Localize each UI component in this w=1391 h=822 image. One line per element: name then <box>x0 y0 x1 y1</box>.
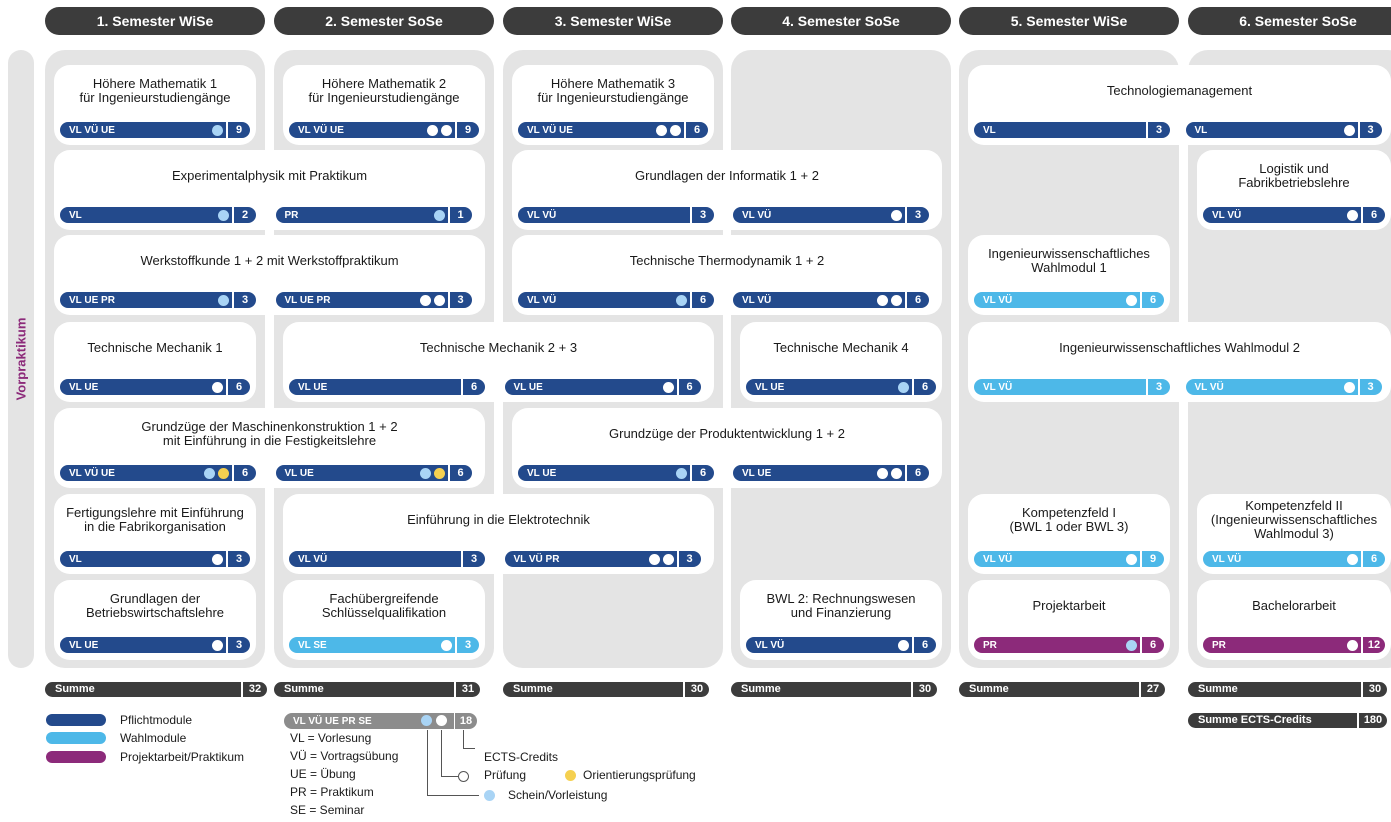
sum-bar-5 <box>959 682 1160 697</box>
module-title: Kompetenzfeld I (BWL 1 oder BWL 3) <box>1009 505 1129 534</box>
module-type-bar <box>746 637 912 653</box>
semester-header-4: 4. Semester SoSe <box>731 7 951 35</box>
module-type-label: VL <box>69 553 82 565</box>
exam-indicator-dot <box>898 640 909 651</box>
exam-indicator-dot <box>649 554 660 565</box>
exam-indicator-dot <box>656 125 667 136</box>
module-credits: 6 <box>228 379 250 395</box>
module-type-label: VL VÜ PR <box>513 553 560 565</box>
exam-indicator-dot <box>877 468 888 479</box>
module-title: Grundlagen der Betriebswirtschaftslehre <box>86 591 224 620</box>
module-type-label: VL VÜ UE <box>69 124 115 136</box>
module-type-bar <box>60 122 226 138</box>
module-type-bar <box>1186 379 1358 395</box>
example-credits: 18 <box>455 713 477 729</box>
exam-indicator-dot <box>441 125 452 136</box>
module-type-bar <box>289 379 461 395</box>
abbreviation-ue: UE = Übung <box>290 767 356 781</box>
sum-value: 30 <box>913 682 937 697</box>
exam-indicator-dot <box>1126 640 1137 651</box>
exam-indicator-dot <box>891 468 902 479</box>
schein-dot <box>484 790 495 801</box>
module-credits: 6 <box>686 122 708 138</box>
module-credits: 3 <box>679 551 701 567</box>
module-credits: 3 <box>907 207 929 223</box>
exam-indicator-dot <box>218 468 229 479</box>
sum-label: Summe <box>55 683 95 695</box>
example-schein-label: Schein/Vorleistung <box>508 788 608 802</box>
example-bar-label: VL VÜ UE PR SE <box>293 715 372 727</box>
module-credits: 2 <box>234 207 256 223</box>
module-card <box>1197 494 1391 574</box>
module-type-bar <box>518 465 690 481</box>
module-type-label: VL VÜ <box>742 209 772 221</box>
sum-label: Summe <box>284 683 324 695</box>
module-credits: 1 <box>450 207 472 223</box>
connector-line <box>441 776 458 777</box>
module-credits: 3 <box>228 637 250 653</box>
module-card <box>1197 580 1391 660</box>
module-card <box>54 408 485 488</box>
sum-bar-3 <box>503 682 704 697</box>
legend-label-projekt: Projektarbeit/Praktikum <box>120 750 245 764</box>
module-type-label: VL VÜ UE <box>69 467 115 479</box>
module-type-label: VL VÜ <box>298 553 328 565</box>
exam-indicator-dot <box>891 295 902 306</box>
exam-indicator-dot <box>420 295 431 306</box>
module-card <box>740 322 942 402</box>
abbreviation-pr: PR = Praktikum <box>290 785 374 799</box>
module-type-bar <box>505 379 677 395</box>
module-credits: 6 <box>907 292 929 308</box>
sum-bar-6 <box>1188 682 1382 697</box>
module-type-bar <box>289 637 455 653</box>
connector-line <box>441 730 442 776</box>
module-type-label: VL VÜ <box>1212 209 1242 221</box>
module-title: Werkstoffkunde 1 + 2 mit Werkstoffpraktikum <box>140 253 399 268</box>
module-card <box>512 408 942 488</box>
module-title: Experimentalphysik mit Praktikum <box>171 168 368 183</box>
sum-label: Summe <box>969 683 1009 695</box>
module-credits: 3 <box>228 551 250 567</box>
sum-value: 31 <box>456 682 480 697</box>
sum-bar-2 <box>274 682 475 697</box>
module-card <box>968 65 1391 145</box>
semester-header-6: 6. Semester SoSe <box>1188 7 1391 35</box>
module-credits: 6 <box>692 465 714 481</box>
module-type-bar <box>60 207 232 223</box>
module-title: Fertigungslehre mit Einführung in die Fabrikorganisation <box>66 505 244 534</box>
module-card <box>512 65 714 145</box>
exam-indicator-dot <box>441 640 452 651</box>
module-credits: 6 <box>907 465 929 481</box>
module-type-bar <box>60 379 226 395</box>
module-title: Bachelorarbeit <box>1252 598 1336 613</box>
module-title: Kompetenzfeld II (Ingenieurwissenschaftliches Wahlmodul 3) <box>1210 498 1378 541</box>
module-type-bar <box>276 207 448 223</box>
module-type-label: VL VÜ <box>1194 381 1224 393</box>
module-type-label: VL UE PR <box>69 294 115 306</box>
module-title: Einführung in die Elektrotechnik <box>407 512 590 527</box>
exam-indicator-dot <box>218 210 229 221</box>
abbreviation-vue: VÜ = Vortragsübung <box>290 749 399 763</box>
module-title: Technische Mechanik 2 + 3 <box>419 340 578 355</box>
legend-label-wahl: Wahlmodule <box>120 731 187 745</box>
example-pruefung-label: Prüfung <box>484 768 527 782</box>
module-card <box>968 235 1170 315</box>
total-ects-label: Summe ECTS-Credits <box>1198 714 1312 726</box>
module-credits: 3 <box>1360 379 1382 395</box>
module-type-label: VL UE <box>513 381 543 393</box>
exam-indicator-dot <box>212 382 223 393</box>
module-credits: 3 <box>450 292 472 308</box>
module-card <box>283 65 485 145</box>
legend-swatch-projekt <box>46 751 106 763</box>
exam-indicator-dot <box>434 295 445 306</box>
sum-label: Summe <box>1198 683 1238 695</box>
module-type-bar <box>1203 551 1361 567</box>
module-credits: 6 <box>679 379 701 395</box>
sum-value: 32 <box>243 682 267 697</box>
module-type-bar <box>974 551 1140 567</box>
legend-swatch-wahl <box>46 732 106 744</box>
module-card <box>54 150 485 230</box>
module-card <box>54 494 256 574</box>
module-card <box>54 65 256 145</box>
exam-indicator-dot <box>898 382 909 393</box>
connector-line <box>427 730 428 795</box>
module-type-bar <box>1203 637 1361 653</box>
exam-indicator-dot <box>204 468 215 479</box>
module-type-bar <box>1186 122 1358 138</box>
module-card <box>54 235 485 315</box>
exam-indicator-dot <box>891 210 902 221</box>
module-card <box>54 322 256 402</box>
module-type-bar <box>746 379 912 395</box>
module-type-label: VL UE PR <box>284 294 331 306</box>
module-title: Technische Thermodynamik 1 + 2 <box>629 253 825 268</box>
module-type-bar <box>60 551 226 567</box>
semester-header-3: 3. Semester WiSe <box>503 7 723 35</box>
module-type-label: VL SE <box>298 639 327 651</box>
legend-label-pflicht: Pflichtmodule <box>120 713 193 727</box>
sum-value: 30 <box>685 682 709 697</box>
semester-header-5: 5. Semester WiSe <box>959 7 1179 35</box>
module-title: Fachübergreifende Schlüsselqualifikation <box>321 591 447 620</box>
exam-indicator-dot <box>212 554 223 565</box>
module-type-label: VL <box>69 209 82 221</box>
module-card <box>512 235 942 315</box>
module-type-label: VL VÜ <box>527 294 557 306</box>
exam-indicator-dot <box>676 468 687 479</box>
module-title: Grundlagen der Informatik 1 + 2 <box>635 168 819 183</box>
exam-indicator-dot <box>877 295 888 306</box>
connector-line <box>463 748 475 749</box>
module-type-bar <box>974 379 1146 395</box>
connector-line <box>463 730 464 748</box>
module-credits: 6 <box>692 292 714 308</box>
exam-indicator-dot <box>1347 554 1358 565</box>
vorpraktikum-label: Vorpraktikum <box>13 317 29 401</box>
module-credits: 6 <box>1142 637 1164 653</box>
module-credits: 6 <box>463 379 485 395</box>
module-title: Technische Mechanik 4 <box>773 340 909 355</box>
sum-label: Summe <box>513 683 553 695</box>
module-type-bar <box>974 122 1146 138</box>
sum-value: 30 <box>1363 682 1387 697</box>
module-credits: 6 <box>914 637 936 653</box>
module-type-bar <box>1203 207 1361 223</box>
module-type-label: VL VÜ <box>755 639 785 651</box>
exam-indicator-dot <box>427 125 438 136</box>
module-type-label: VL VÜ <box>742 294 772 306</box>
module-credits: 6 <box>1142 292 1164 308</box>
module-credits: 3 <box>1360 122 1382 138</box>
exam-indicator-dot <box>670 125 681 136</box>
module-type-label: VL UE <box>69 381 99 393</box>
module-type-label: VL VÜ <box>983 294 1013 306</box>
exam-indicator-dot <box>218 295 229 306</box>
exam-indicator-dot <box>663 554 674 565</box>
exam-indicator-dot <box>1126 554 1137 565</box>
legend-swatch-pflicht <box>46 714 106 726</box>
sum-value: 27 <box>1141 682 1165 697</box>
orientierung-dot <box>565 770 576 781</box>
module-card <box>283 322 714 402</box>
exam-indicator-dot <box>1344 125 1355 136</box>
module-credits: 12 <box>1363 637 1385 653</box>
module-card <box>968 494 1170 574</box>
module-card <box>512 150 942 230</box>
module-type-bar <box>974 637 1140 653</box>
pruefung-dot <box>458 771 469 782</box>
exam-indicator-dot <box>434 210 445 221</box>
exam-indicator-dot <box>434 468 445 479</box>
module-type-label: PR <box>983 639 997 651</box>
example-dot-schein <box>421 715 432 726</box>
module-type-label: VL VÜ <box>983 553 1013 565</box>
example-ects-label: ECTS-Credits <box>484 750 559 764</box>
module-credits: 9 <box>228 122 250 138</box>
module-type-label: VL UE <box>284 467 314 479</box>
exam-indicator-dot <box>212 640 223 651</box>
module-type-label: VL UE <box>527 467 557 479</box>
connector-line <box>427 795 479 796</box>
semester-header-2: 2. Semester SoSe <box>274 7 494 35</box>
module-title: Technologiemanagement <box>1106 83 1253 98</box>
module-card <box>968 580 1170 660</box>
module-type-label: VL VÜ UE <box>298 124 344 136</box>
module-title: Ingenieurwissenschaftliches Wahlmodul 2 <box>1059 340 1300 355</box>
total-ects-bar <box>1188 713 1383 728</box>
module-type-bar <box>60 292 232 308</box>
module-type-bar <box>518 207 690 223</box>
module-type-bar <box>974 292 1140 308</box>
module-type-label: PR <box>284 209 299 221</box>
module-type-bar <box>518 292 690 308</box>
module-type-bar <box>60 637 226 653</box>
module-title: Logistik und Fabrikbetriebslehre <box>1238 161 1350 190</box>
module-type-bar <box>733 207 905 223</box>
abbreviation-vl: VL = Vorlesung <box>290 731 372 745</box>
exam-indicator-dot <box>1126 295 1137 306</box>
sum-bar-4 <box>731 682 932 697</box>
module-title: Ingenieurwissenschaftliches Wahlmodul 1 <box>988 246 1150 275</box>
module-credits: 9 <box>1142 551 1164 567</box>
module-card <box>740 580 942 660</box>
module-card <box>54 580 256 660</box>
module-card <box>1197 150 1391 230</box>
module-card <box>968 322 1391 402</box>
module-credits: 6 <box>450 465 472 481</box>
module-type-bar <box>289 551 461 567</box>
module-credits: 3 <box>1148 122 1170 138</box>
total-ects-value: 180 <box>1359 713 1387 728</box>
module-title: Höhere Mathematik 3 für Ingenieurstudiengänge <box>537 76 689 105</box>
module-type-label: VL UE <box>742 467 772 479</box>
exam-indicator-dot <box>1347 640 1358 651</box>
module-type-label: VL <box>983 124 996 136</box>
module-type-label: VL UE <box>755 381 785 393</box>
module-credits: 3 <box>1148 379 1170 395</box>
module-type-label: PR <box>1212 639 1226 651</box>
module-credits: 6 <box>914 379 936 395</box>
module-credits: 3 <box>457 637 479 653</box>
module-type-label: VL VÜ <box>983 381 1013 393</box>
sum-bar-1 <box>45 682 262 697</box>
module-credits: 3 <box>463 551 485 567</box>
module-card <box>283 494 714 574</box>
module-title: Höhere Mathematik 1 für Ingenieurstudiengänge <box>79 76 231 105</box>
exam-indicator-dot <box>1347 210 1358 221</box>
exam-indicator-dot <box>420 468 431 479</box>
module-credits: 3 <box>234 292 256 308</box>
example-dot-pruefung <box>436 715 447 726</box>
module-title: Grundzüge der Produktentwicklung 1 + 2 <box>609 426 845 441</box>
module-type-label: VL <box>1194 124 1208 136</box>
module-type-label: VL VÜ UE <box>527 124 573 136</box>
module-title: BWL 2: Rechnungswesen und Finanzierung <box>766 591 916 620</box>
module-type-label: VL UE <box>298 381 328 393</box>
module-credits: 6 <box>1363 207 1385 223</box>
example-orientierung-label: Orientierungsprüfung <box>583 768 696 782</box>
abbreviation-se: SE = Seminar <box>290 803 365 817</box>
vorpraktikum-strip <box>8 50 34 668</box>
exam-indicator-dot <box>663 382 674 393</box>
module-credits: 6 <box>234 465 256 481</box>
module-credits: 3 <box>692 207 714 223</box>
module-title: Höhere Mathematik 2 für Ingenieurstudiengänge <box>308 76 460 105</box>
semester-header-1: 1. Semester WiSe <box>45 7 265 35</box>
module-credits: 6 <box>1363 551 1385 567</box>
module-title: Technische Mechanik 1 <box>87 340 223 355</box>
exam-indicator-dot <box>1344 382 1355 393</box>
module-credits: 9 <box>457 122 479 138</box>
exam-indicator-dot <box>676 295 687 306</box>
module-title: Grundzüge der Maschinenkonstruktion 1 + 2 mit Einführung in die Festigkeitslehre <box>141 419 398 448</box>
module-type-label: VL UE <box>69 639 99 651</box>
module-type-label: VL VÜ <box>1212 553 1242 565</box>
module-card <box>283 580 485 660</box>
exam-indicator-dot <box>212 125 223 136</box>
module-title: Projektarbeit <box>1032 598 1106 613</box>
sum-label: Summe <box>741 683 781 695</box>
module-type-label: VL VÜ <box>527 209 557 221</box>
